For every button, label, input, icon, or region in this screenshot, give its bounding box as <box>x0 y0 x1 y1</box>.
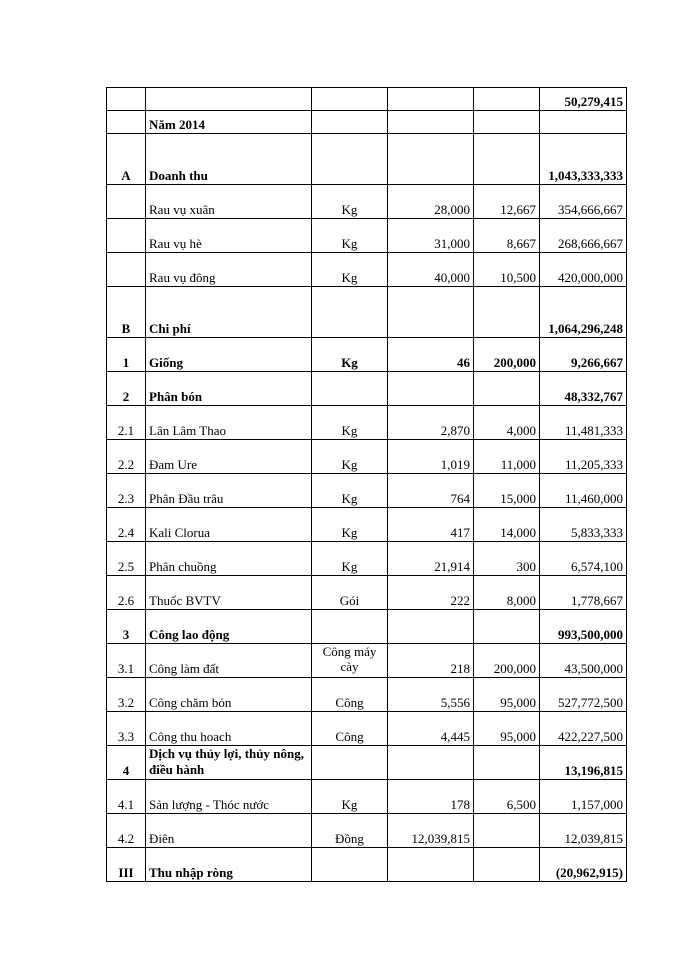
year-label: Năm 2014 <box>146 111 312 134</box>
row-qty: 12,039,815 <box>388 814 474 848</box>
row-qty: 764 <box>388 474 474 508</box>
row-total: 11,205,333 <box>540 440 627 474</box>
row-code: 1 <box>107 338 146 372</box>
row-unit: Đồng <box>312 814 388 848</box>
row-name: Thuốc BVTV <box>146 576 312 610</box>
row-name: Phân bón <box>146 372 312 406</box>
row-price: 11,000 <box>474 440 540 474</box>
row-price: 300 <box>474 542 540 576</box>
row-qty: 46 <box>388 338 474 372</box>
row-total: 422,227,500 <box>540 712 627 746</box>
table-row <box>107 372 627 406</box>
row-code <box>107 185 146 219</box>
row-qty <box>388 746 474 780</box>
row-code: 4.1 <box>107 780 146 814</box>
table-row <box>107 474 627 508</box>
row-total: 993,500,000 <box>540 610 627 644</box>
row-name: Doanh thu <box>146 134 312 185</box>
row-unit: Kg <box>312 219 388 253</box>
row-code: A <box>107 134 146 185</box>
row-price <box>474 134 540 185</box>
row-price <box>474 287 540 338</box>
table-row <box>107 253 627 287</box>
table-row <box>107 644 627 678</box>
row-unit: Kg <box>312 338 388 372</box>
row-total: 13,196,815 <box>540 746 627 780</box>
row-unit: Kg <box>312 253 388 287</box>
row-code <box>107 253 146 287</box>
row-name: Rau vụ đông <box>146 253 312 287</box>
row-unit: Công <box>312 678 388 712</box>
row-code: 2 <box>107 372 146 406</box>
row-unit: Công máy cày <box>312 644 388 678</box>
row-unit: Kg <box>312 440 388 474</box>
row-name: Phân chuồng <box>146 542 312 576</box>
table-cell <box>107 111 146 134</box>
row-price: 95,000 <box>474 678 540 712</box>
row-code: 3.2 <box>107 678 146 712</box>
row-code: 2.2 <box>107 440 146 474</box>
row-price <box>474 372 540 406</box>
row-name: Dịch vụ thủy lợi, thủy nông, điều hành <box>146 746 312 780</box>
row-unit <box>312 372 388 406</box>
row-price: 14,000 <box>474 508 540 542</box>
row-total: 1,157,000 <box>540 780 627 814</box>
row-name: Thu nhập ròng <box>146 848 312 882</box>
table-row <box>107 610 627 644</box>
row-total: (20,962,915) <box>540 848 627 882</box>
row-price: 8,000 <box>474 576 540 610</box>
row-price <box>474 746 540 780</box>
row-qty: 222 <box>388 576 474 610</box>
budget-table <box>106 87 627 882</box>
row-qty: 2,870 <box>388 406 474 440</box>
row-code: 3.3 <box>107 712 146 746</box>
row-code: 2.3 <box>107 474 146 508</box>
row-total: 5,833,333 <box>540 508 627 542</box>
row-qty: 218 <box>388 644 474 678</box>
table-row <box>107 508 627 542</box>
table-row <box>107 814 627 848</box>
row-name: Rau vụ hè <box>146 219 312 253</box>
row-code: III <box>107 848 146 882</box>
row-price: 6,500 <box>474 780 540 814</box>
row-name: Công thu hoach <box>146 712 312 746</box>
row-name: Công làm đất <box>146 644 312 678</box>
row-total: 268,666,667 <box>540 219 627 253</box>
row-name: Sản lượng - Thóc nước <box>146 780 312 814</box>
table-row <box>107 576 627 610</box>
table-cell <box>312 111 388 134</box>
row-name: Giống <box>146 338 312 372</box>
table-cell <box>388 111 474 134</box>
row-unit <box>312 848 388 882</box>
table-cell <box>474 111 540 134</box>
row-name: Rau vụ xuân <box>146 185 312 219</box>
row-total: 1,778,667 <box>540 576 627 610</box>
row-unit: Kg <box>312 185 388 219</box>
row-code: 2.6 <box>107 576 146 610</box>
table-cell <box>388 88 474 111</box>
table-row <box>107 338 627 372</box>
row-code: 2.1 <box>107 406 146 440</box>
row-total: 43,500,000 <box>540 644 627 678</box>
row-price: 8,667 <box>474 219 540 253</box>
row-unit: Kg <box>312 406 388 440</box>
row-unit: Gói <box>312 576 388 610</box>
row-code: 3 <box>107 610 146 644</box>
row-name: Lân Lâm Thao <box>146 406 312 440</box>
row-unit: Công <box>312 712 388 746</box>
table-cell <box>474 88 540 111</box>
row-total: 11,460,000 <box>540 474 627 508</box>
table-row <box>107 848 627 882</box>
row-code: 4 <box>107 746 146 780</box>
table-row <box>107 746 627 780</box>
row-total: 354,666,667 <box>540 185 627 219</box>
carry-over-total: 50,279,415 <box>540 88 627 111</box>
row-qty: 1,019 <box>388 440 474 474</box>
row-total: 48,332,767 <box>540 372 627 406</box>
row-code: B <box>107 287 146 338</box>
table-cell <box>107 88 146 111</box>
row-unit: Kg <box>312 542 388 576</box>
row-name: Công lao động <box>146 610 312 644</box>
row-qty: 5,556 <box>388 678 474 712</box>
row-qty <box>388 848 474 882</box>
row-code: 2.5 <box>107 542 146 576</box>
row-qty: 4,445 <box>388 712 474 746</box>
row-price: 95,000 <box>474 712 540 746</box>
table-row <box>107 406 627 440</box>
year-row <box>107 111 627 134</box>
row-unit <box>312 287 388 338</box>
row-code: 2.4 <box>107 508 146 542</box>
row-qty <box>388 134 474 185</box>
row-price: 10,500 <box>474 253 540 287</box>
table-row <box>107 780 627 814</box>
row-name: Điên <box>146 814 312 848</box>
row-total: 1,043,333,333 <box>540 134 627 185</box>
row-price: 200,000 <box>474 338 540 372</box>
table-row <box>107 678 627 712</box>
row-qty: 417 <box>388 508 474 542</box>
table-cell <box>540 111 627 134</box>
row-qty: 21,914 <box>388 542 474 576</box>
row-unit: Kg <box>312 474 388 508</box>
row-price: 200,000 <box>474 644 540 678</box>
row-price <box>474 848 540 882</box>
row-qty: 31,000 <box>388 219 474 253</box>
row-code: 4.2 <box>107 814 146 848</box>
row-code: 3.1 <box>107 644 146 678</box>
row-qty <box>388 610 474 644</box>
row-price <box>474 610 540 644</box>
table-cell <box>312 88 388 111</box>
row-name: Kali Clorua <box>146 508 312 542</box>
row-qty <box>388 287 474 338</box>
row-price <box>474 814 540 848</box>
row-name: Công chăm bón <box>146 678 312 712</box>
row-unit <box>312 610 388 644</box>
row-total: 1,064,296,248 <box>540 287 627 338</box>
row-total: 11,481,333 <box>540 406 627 440</box>
table-row <box>107 185 627 219</box>
row-name: Chi phí <box>146 287 312 338</box>
row-unit: Kg <box>312 780 388 814</box>
table-row <box>107 712 627 746</box>
row-total: 9,266,667 <box>540 338 627 372</box>
table-cell <box>146 88 312 111</box>
row-unit <box>312 746 388 780</box>
row-code <box>107 219 146 253</box>
row-total: 527,772,500 <box>540 678 627 712</box>
row-price: 15,000 <box>474 474 540 508</box>
table-row <box>107 440 627 474</box>
table-row <box>107 287 627 338</box>
row-total: 420,000,000 <box>540 253 627 287</box>
row-name: Phân Đầu trâu <box>146 474 312 508</box>
row-qty: 40,000 <box>388 253 474 287</box>
row-qty: 28,000 <box>388 185 474 219</box>
row-qty: 178 <box>388 780 474 814</box>
row-price: 12,667 <box>474 185 540 219</box>
table-row <box>107 134 627 185</box>
carry-over-row <box>107 88 627 111</box>
row-total: 12,039,815 <box>540 814 627 848</box>
row-total: 6,574,100 <box>540 542 627 576</box>
table-row <box>107 542 627 576</box>
row-price: 4,000 <box>474 406 540 440</box>
table-row <box>107 219 627 253</box>
row-unit <box>312 134 388 185</box>
row-name: Đam Ure <box>146 440 312 474</box>
row-unit: Kg <box>312 508 388 542</box>
row-qty <box>388 372 474 406</box>
